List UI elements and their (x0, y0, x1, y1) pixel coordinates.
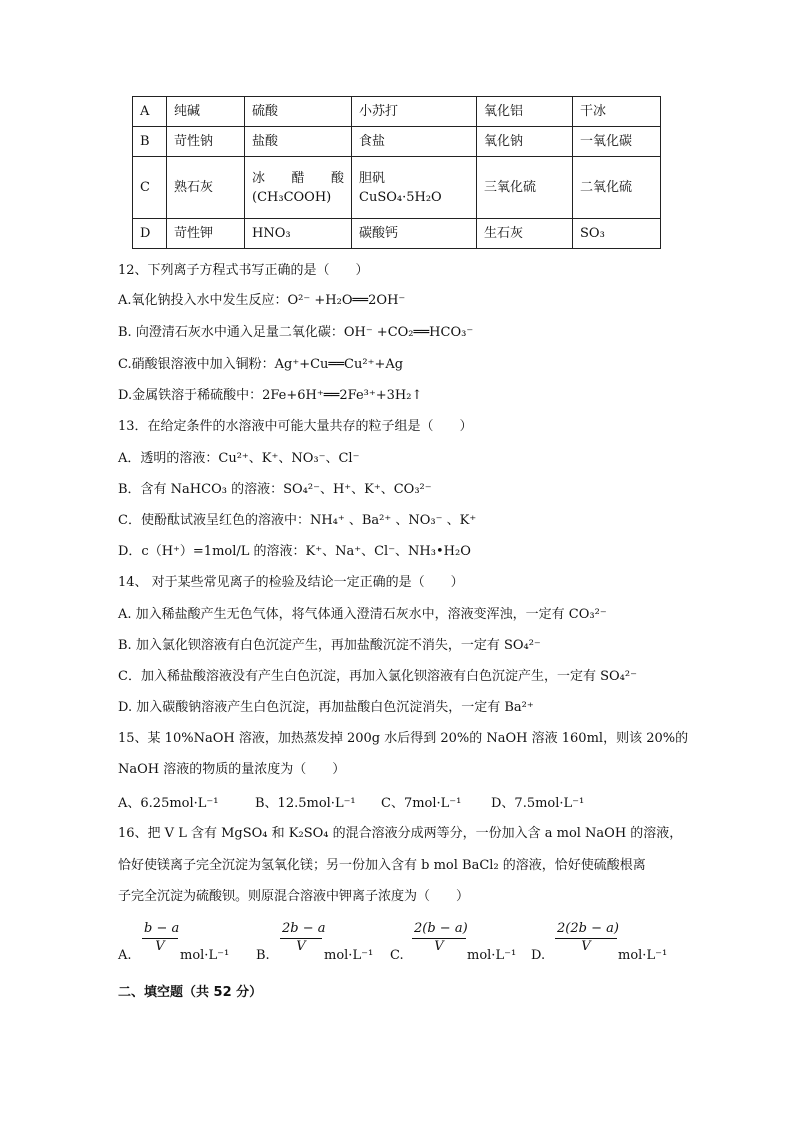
table-cell: 食盐 (352, 127, 477, 157)
table-cell: 胆矾 CuSO₄·5H₂O (352, 157, 477, 219)
table-cell: 小苏打 (352, 97, 477, 127)
table-cell: 熟石灰 (167, 157, 245, 219)
table-cell: 氧化铝 (477, 97, 573, 127)
q16-stem-line-3: 子完全沉淀为硫酸钡。则原混合溶液中钾离子浓度为（ ） (118, 889, 470, 904)
row-label: C (133, 157, 167, 219)
q16-option-a (118, 920, 238, 970)
fraction-denominator: V (434, 939, 444, 954)
unit: mol·L⁻¹ (324, 948, 374, 963)
table-cell: 苛性钠 (167, 127, 245, 157)
fraction-numerator: 2(b − a) (414, 921, 468, 936)
table-cell: 干冰 (573, 97, 661, 127)
row-label: B (133, 127, 167, 157)
unit: mol·L⁻¹ (467, 948, 517, 963)
q15-option-b: B、12.5mol·L⁻¹ (255, 796, 356, 811)
q14-stem: 14、 对于某些常见离子的检验及结论一定正确的是（ ） (118, 575, 464, 590)
q16-option-c (390, 920, 530, 970)
option-label: C. (390, 948, 404, 963)
q12-option-d: D.金属铁溶于稀硫酸中：2Fe+6H⁺══2Fe³⁺+3H₂↑ (118, 388, 423, 403)
cell-line-1: 冰 醋 酸 (252, 170, 344, 186)
q13-option-c: C．使酚酞试液呈红色的溶液中：NH₄⁺ 、Ba²⁺ 、NO₃⁻ 、K⁺ (118, 513, 477, 528)
q13-option-d: D．c（H⁺）=1mol/L 的溶液：K⁺、Na⁺、Cl⁻、NH₃•H₂O (118, 544, 471, 559)
table-cell: 三氧化硫 (477, 157, 573, 219)
q12-option-b: B. 向澄清石灰水中通入足量二氧化碳：OH⁻ +CO₂══HCO₃⁻ (118, 325, 474, 340)
q14-option-b: B. 加入氯化钡溶液有白色沉淀产生，再加盐酸沉淀不消失，一定有 SO₄²⁻ (118, 638, 541, 653)
q13-option-a: A．透明的溶液：Cu²⁺、K⁺、NO₃⁻、Cl⁻ (118, 451, 360, 466)
unit: mol·L⁻¹ (180, 948, 230, 963)
fraction (280, 920, 326, 955)
unit: mol·L⁻¹ (618, 948, 668, 963)
table-cell: 纯碱 (167, 97, 245, 127)
q16-stem-line-1: 16、把 V L 含有 MgSO₄ 和 K₂SO₄ 的混合溶液分成两等分，一份加入含 a mol NaOH 的溶液， (118, 826, 683, 841)
table-cell: 二氧化硫 (573, 157, 661, 219)
q15-options (118, 792, 678, 810)
table-cell: 苛性钾 (167, 219, 245, 249)
table-cell: 生石灰 (477, 219, 573, 249)
q12-option-a: A.氧化钠投入水中发生反应：O²⁻ +H₂O══2OH⁻ (118, 293, 406, 308)
section-title: 二、填空题（共 52 分） (118, 985, 263, 1000)
fraction (555, 920, 617, 955)
row-label: D (133, 219, 167, 249)
table-row (133, 219, 661, 249)
table-cell (245, 157, 352, 219)
q14-option-d: D. 加入碳酸钠溶液产生白色沉淀，再加盐酸白色沉淀消失，一定有 Ba²⁺ (118, 700, 534, 715)
q16-stem-line-2: 恰好使镁离子完全沉淀为氢氧化镁；另一份加入含有 b mol BaCl₂ 的溶液，恰好使硫酸根离 (118, 858, 646, 873)
q15-stem-line-2: NaOH 溶液的物质的量浓度为（ ） (118, 762, 346, 777)
q13-option-b: B．含有 NaHCO₃ 的溶液：SO₄²⁻、H⁺、K⁺、CO₃²⁻ (118, 482, 432, 497)
q14-option-a: A. 加入稀盐酸产生无色气体，将气体通入澄清石灰水中，溶液变浑浊，一定有 CO₃²⁻ (118, 607, 607, 622)
fraction-numerator: 2(2b − a) (557, 921, 619, 936)
q13-stem: 13．在给定条件的水溶液中可能大量共存的粒子组是（ ） (118, 419, 473, 434)
table-cell: 一氧化碳 (573, 127, 661, 157)
fraction-denominator: V (581, 939, 591, 954)
table-cell: HNO₃ (245, 219, 352, 249)
q15-option-c: C、7mol·L⁻¹ (381, 796, 462, 811)
table-cell: SO₃ (573, 219, 661, 249)
q15-option-a: A、6.25mol·L⁻¹ (118, 796, 219, 811)
fraction-numerator: 2b − a (282, 921, 326, 936)
table-row (133, 157, 661, 219)
fraction-numerator: b − a (144, 921, 180, 936)
option-label: D. (531, 948, 546, 963)
fraction-denominator: V (296, 939, 306, 954)
option-label: B. (256, 948, 270, 963)
q15-stem-line-1: 15、某 10%NaOH 溶液，加热蒸发掉 200g 水后得到 20%的 NaOH 溶液 160ml，则该 20%的 (118, 731, 689, 746)
table-cell: 碳酸钙 (352, 219, 477, 249)
row-label: A (133, 97, 167, 127)
cell-line-2: (CH₃COOH) (252, 189, 332, 205)
fraction-denominator: V (155, 939, 165, 954)
table-row (133, 97, 661, 127)
table-cell: 硫酸 (245, 97, 352, 127)
fraction (412, 920, 466, 955)
q14-option-c: C．加入稀盐酸溶液没有产生白色沉淀，再加入氯化钡溶液有白色沉淀产生，一定有 SO₄²⁻ (118, 669, 637, 684)
table-cell: 盐酸 (245, 127, 352, 157)
option-label: A. (118, 948, 132, 963)
q12-option-c: C.硝酸银溶液中加入铜粉：Ag⁺+Cu══Cu²⁺+Ag (118, 357, 404, 372)
q16-option-d (531, 920, 681, 970)
classification-table (132, 96, 661, 249)
q16-option-b (256, 920, 386, 970)
q15-option-d: D、7.5mol·L⁻¹ (491, 796, 585, 811)
q16-options (118, 920, 678, 970)
q12-stem: 12、下列离子方程式书写正确的是（ ） (118, 263, 369, 278)
table-cell: 氧化钠 (477, 127, 573, 157)
fraction (142, 920, 178, 955)
table-row (133, 127, 661, 157)
